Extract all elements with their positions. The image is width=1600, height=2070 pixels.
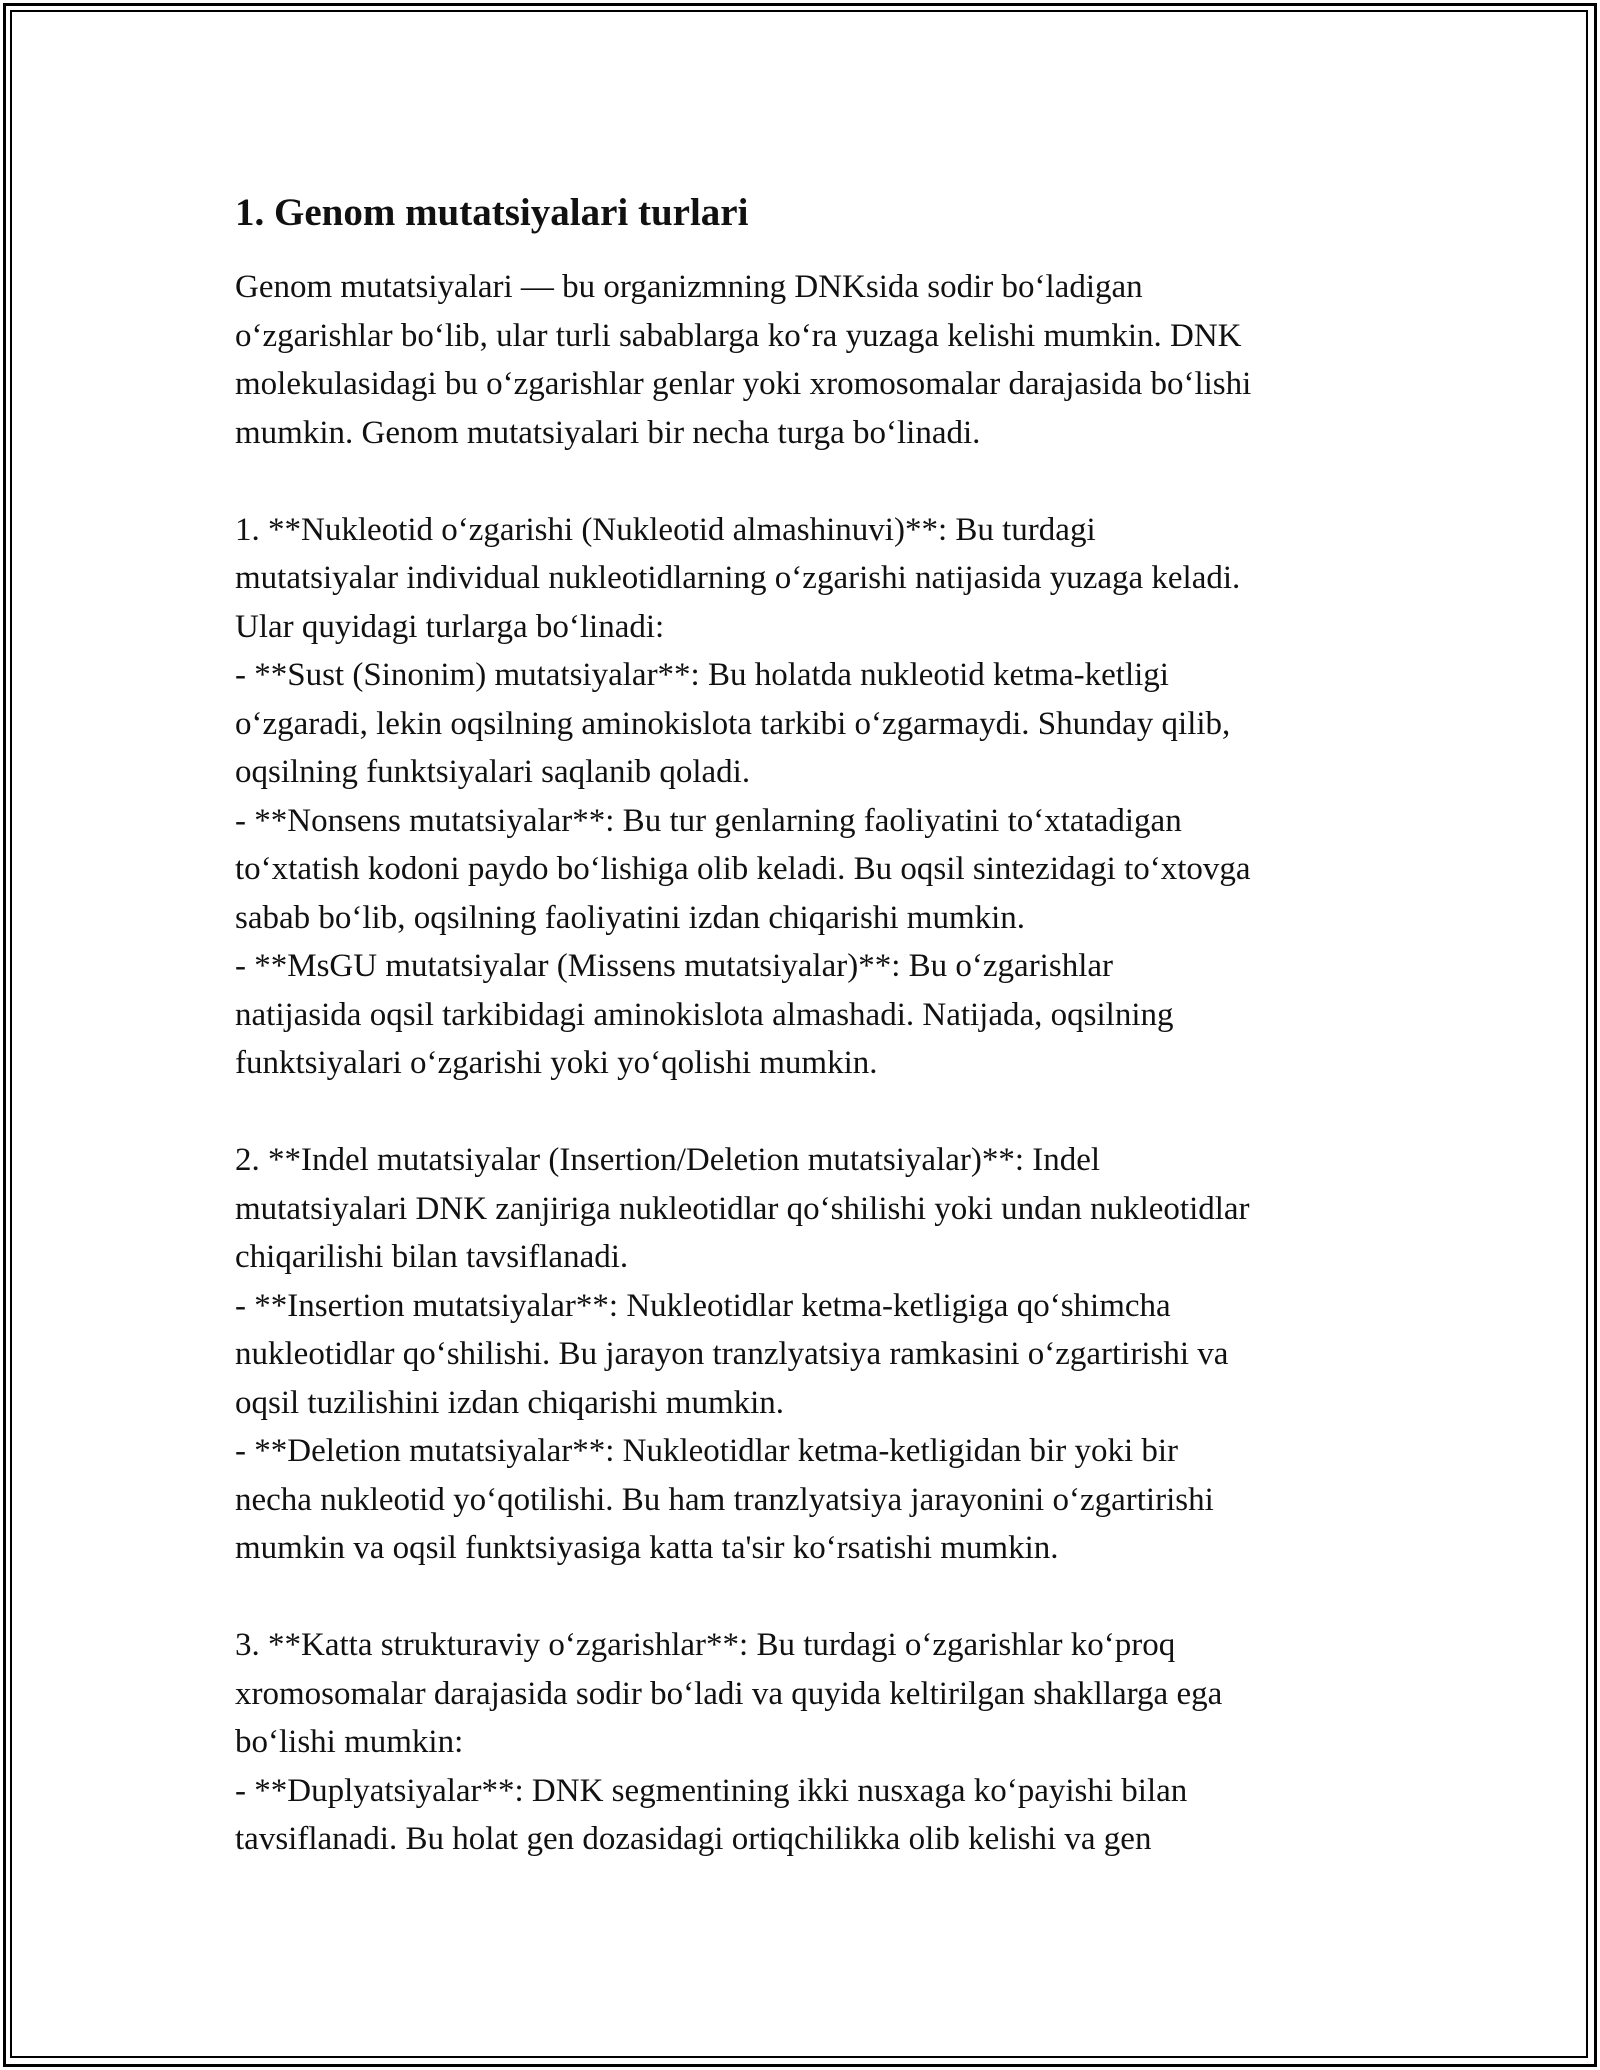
section-indel-mutations: 2. **Indel mutatsiyalar (Insertion/Deletion mutatsiyalar)**: Indel mutatsiyalari DNK zanjiriga nukleotidlar qoʻshilishi yoki undan nukleotidlar chiqarilishi bilan tavsiflanadi. - **Insertion mutatsiyalar**: Nukleotidlar ketma-ketligiga qoʻshimcha nukleotidlar qoʻshilishi. Bu jarayon tranzlyatsiya ramkasini oʻzgartirishi va oqsil tuzilishini izdan chiqarishi mumkin. - **Deletion mutatsiyalar**: Nukleotidlar ketma-ketligidan bir yoki bir necha nukleotid yoʻqotilishi. Bu ham tranzlyatsiya jarayonini oʻzgartirishi mumkin va oqsil funktsiyasiga katta ta'sir koʻrsatishi mumkin. — [235, 1142, 1250, 1566]
paragraph-gap — [235, 1573, 1415, 1622]
section-structural-changes: 3. **Katta strukturaviy oʻzgarishlar**: Bu turdagi oʻzgarishlar koʻproq xromosomalar darajasida sodir boʻladi va quyida keltirilgan shakllarga ega boʻlishi mumkin: - **Duplyatsiyalar**: DNK segmentining ikki nusxaga koʻpayishi bilan tavsiflanadi. Bu holat gen dozasidagi ortiqchilikka olib kelishi va gen — [235, 1627, 1223, 1857]
document-title: 1. Genom mutatsiyalari turlari — [235, 191, 749, 234]
section-nucleotide-changes: 1. **Nukleotid oʻzgarishi (Nukleotid almashinuvi)**: Bu turdagi mutatsiyalar individual nukleotidlarning oʻzgarishi natijasida yuzaga keladi. Ular quyidagi turlarga boʻlinadi: - **Sust (Sinonim) mutatsiyalar**: Bu holatda nukleotid ketma-ketligi oʻzgaradi, lekin oqsilning aminokislota tarkibi oʻzgarmaydi. Shunday qilib, oqsilning funktsiyalari saqlanib qoladi. - **Nonsens mutatsiyalar**: Bu tur genlarning faoliyatini toʻxtatadigan toʻxtatish kodoni paydo boʻlishiga olib keladi. Bu oqsil sintezidagi toʻxtovga sabab boʻlib, oqsilning faoliyatini izdan chiqarishi mumkin. - **MsGU mutatsiyalar (Missens mutatsiyalar)**: Bu oʻzgarishlar natijasida oqsil tarkibidagi aminokislota almashadi. Natijada, oqsilning funktsiyalari oʻzgarishi yoki yoʻqolishi mumkin. — [235, 511, 1251, 1081]
paragraph-gap — [235, 1088, 1415, 1137]
document-body — [235, 185, 1415, 1864]
intro-paragraph: Genom mutatsiyalari — bu organizmning DNKsida sodir boʻladigan oʻzgarishlar boʻlib, ular turli sabablarga koʻra yuzaga kelishi mumkin. DNK molekulasidagi bu oʻzgarishlar genlar yoki xromosomalar darajasida boʻlishi mumkin. Genom mutatsiyalari bir necha turga boʻlinadi. — [235, 269, 1252, 451]
paragraph-gap — [235, 457, 1415, 506]
